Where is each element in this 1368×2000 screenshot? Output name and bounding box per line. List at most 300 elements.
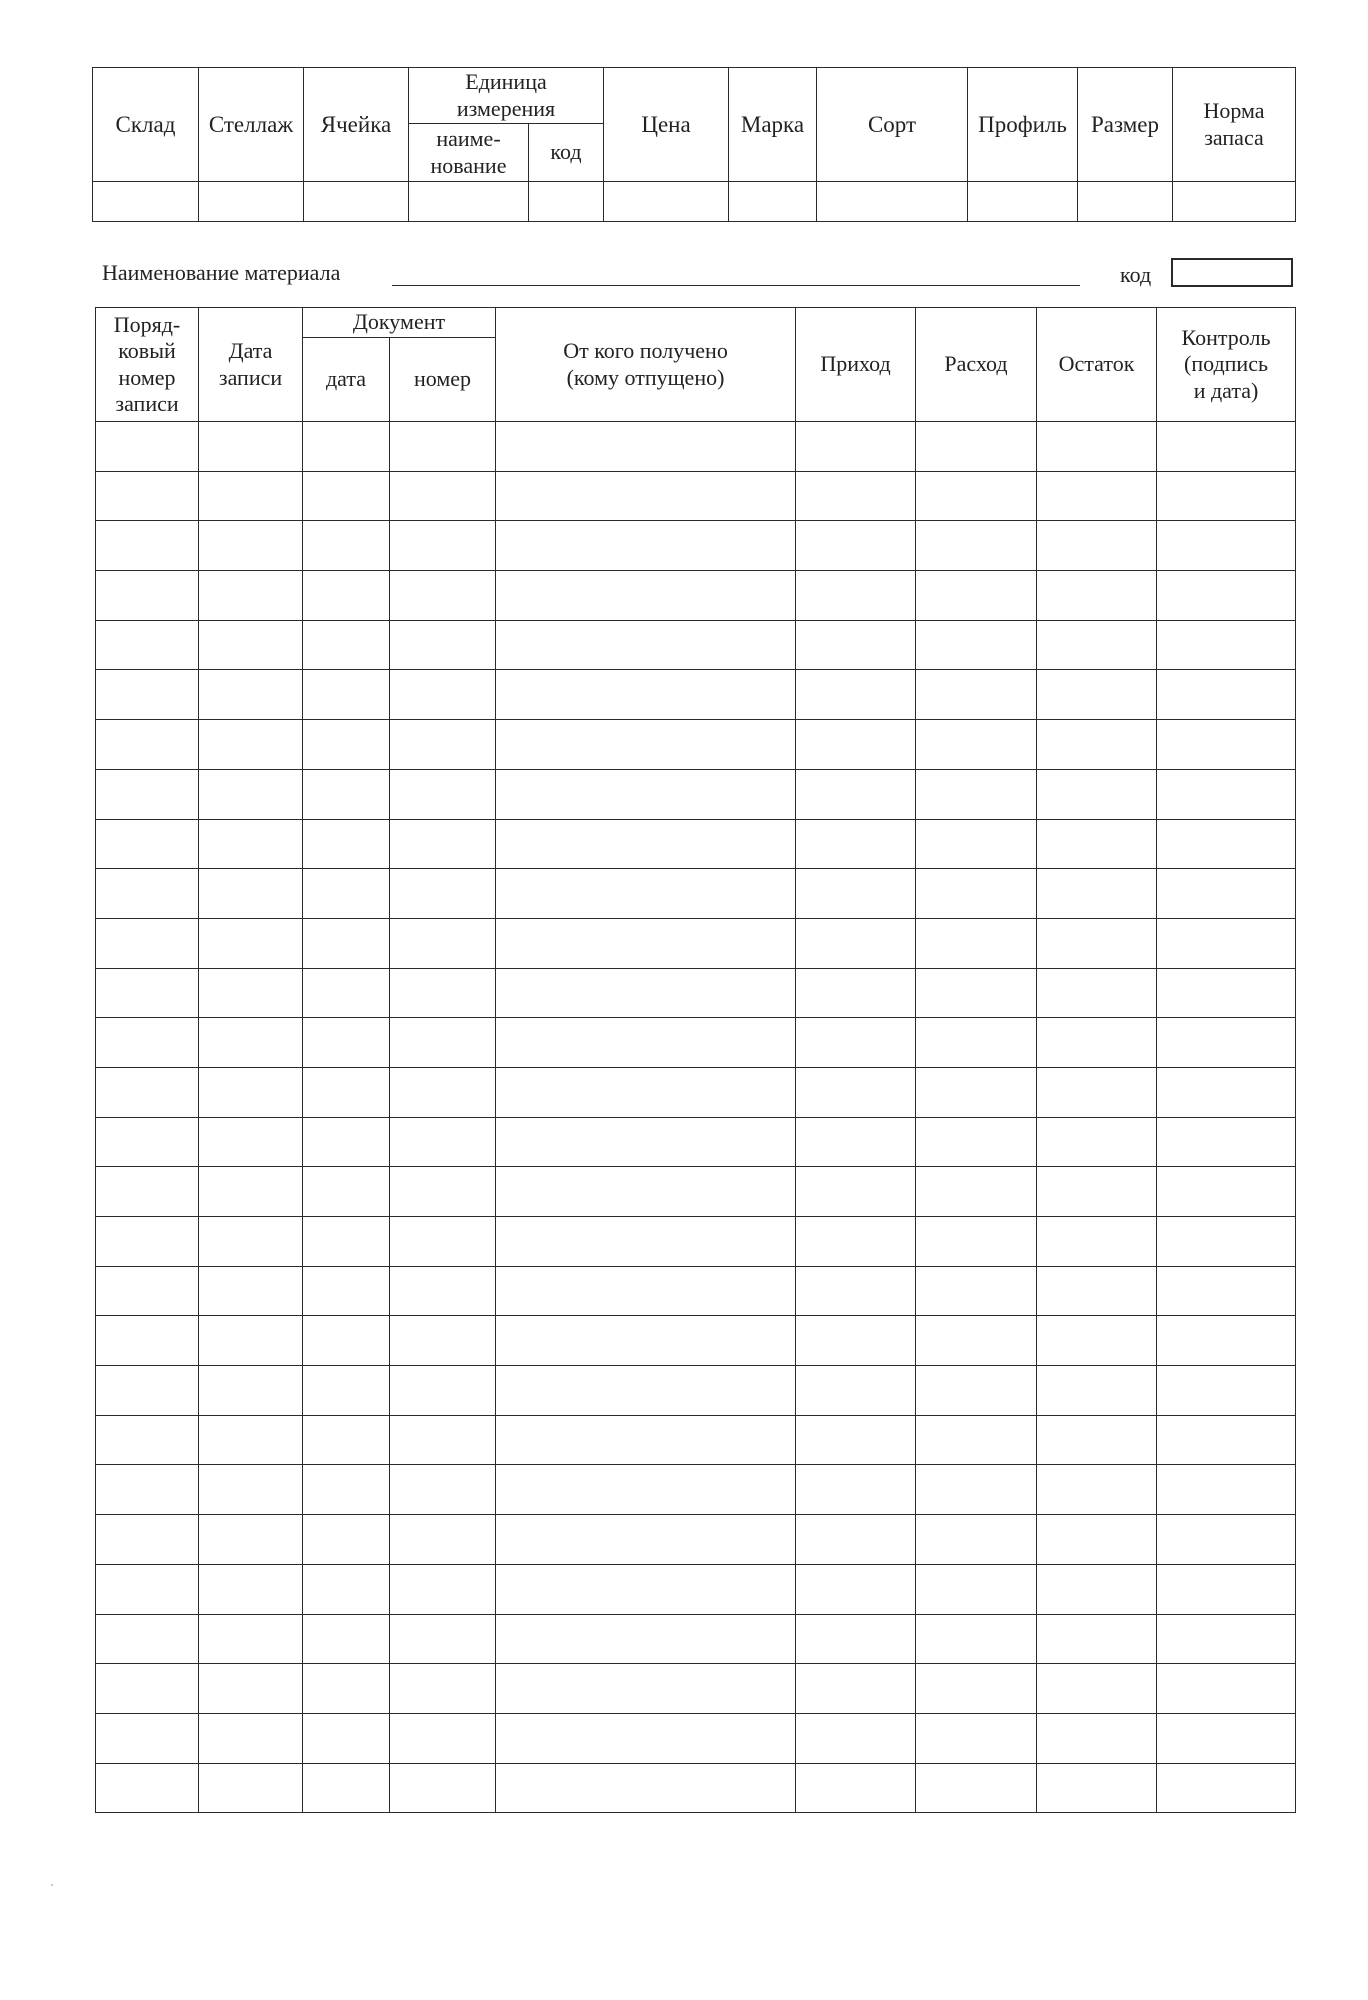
receipt-cell[interactable] xyxy=(796,620,916,670)
header-unit-of-measure xyxy=(409,68,604,124)
seq-number-cell[interactable] xyxy=(96,1018,199,1068)
expense-cell[interactable] xyxy=(916,1067,1037,1117)
doc-number-cell[interactable] xyxy=(390,819,496,869)
from-whom-cell[interactable] xyxy=(496,1366,796,1416)
from-whom-cell[interactable] xyxy=(496,1564,796,1614)
entry-date-cell[interactable] xyxy=(199,769,303,819)
expense-cell[interactable] xyxy=(916,968,1037,1018)
doc-number-cell[interactable] xyxy=(390,620,496,670)
doc-number-cell[interactable] xyxy=(390,471,496,521)
expense-cell[interactable] xyxy=(916,1564,1037,1614)
receipt-cell[interactable] xyxy=(796,1316,916,1366)
expense-cell[interactable] xyxy=(916,471,1037,521)
balance-cell[interactable] xyxy=(1037,1366,1157,1416)
header-balance: Остаток xyxy=(1037,308,1157,422)
material-code-box[interactable] xyxy=(1171,258,1293,287)
from-whom-cell[interactable] xyxy=(496,819,796,869)
ledger-row xyxy=(96,1664,1296,1714)
doc-number-cell[interactable] xyxy=(390,720,496,770)
control-cell[interactable] xyxy=(1157,1167,1296,1217)
control-cell[interactable] xyxy=(1157,1018,1296,1068)
entry-date-cell[interactable] xyxy=(199,918,303,968)
doc-number-cell[interactable] xyxy=(390,422,496,472)
doc-date-cell[interactable] xyxy=(303,1366,390,1416)
seq-number-cell[interactable] xyxy=(96,1366,199,1416)
receipt-cell[interactable] xyxy=(796,1564,916,1614)
receipt-cell[interactable] xyxy=(796,869,916,919)
rack-value-cell[interactable] xyxy=(199,182,304,222)
balance-cell[interactable] xyxy=(1037,968,1157,1018)
from-whom-cell[interactable] xyxy=(496,1515,796,1565)
ledger-body xyxy=(96,422,1296,1813)
expense-cell[interactable] xyxy=(916,769,1037,819)
expense-cell[interactable] xyxy=(916,1465,1037,1515)
doc-date-cell[interactable] xyxy=(303,1614,390,1664)
from-whom-cell[interactable] xyxy=(496,869,796,919)
receipt-cell[interactable] xyxy=(796,1664,916,1714)
entry-date-cell[interactable] xyxy=(199,620,303,670)
unit-name-value-cell[interactable] xyxy=(409,182,529,222)
entry-date-cell[interactable] xyxy=(199,1415,303,1465)
header-document-date: дата xyxy=(303,338,390,422)
unit-name-line-1: наиме- xyxy=(436,126,501,152)
receipt-cell[interactable] xyxy=(796,819,916,869)
from-whom-cell[interactable] xyxy=(496,1266,796,1316)
ledger-row xyxy=(96,1415,1296,1465)
receipt-cell[interactable] xyxy=(796,1713,916,1763)
header-brand: Марка xyxy=(729,68,817,182)
doc-number-cell[interactable] xyxy=(390,1713,496,1763)
entry-date-cell[interactable] xyxy=(199,1763,303,1813)
from-whom-cell[interactable] xyxy=(496,571,796,621)
entry-date-cell[interactable] xyxy=(199,1515,303,1565)
balance-cell[interactable] xyxy=(1037,422,1157,472)
control-cell[interactable] xyxy=(1157,1415,1296,1465)
entry-date-line-1: Дата xyxy=(228,338,273,364)
expense-cell[interactable] xyxy=(916,819,1037,869)
balance-cell[interactable] xyxy=(1037,1217,1157,1267)
expense-cell[interactable] xyxy=(916,1515,1037,1565)
balance-cell[interactable] xyxy=(1037,620,1157,670)
doc-number-cell[interactable] xyxy=(390,1465,496,1515)
stock-ledger-table xyxy=(95,307,1296,1813)
entry-date-cell[interactable] xyxy=(199,1167,303,1217)
header-price: Цена xyxy=(604,68,729,182)
balance-cell[interactable] xyxy=(1037,1664,1157,1714)
balance-cell[interactable] xyxy=(1037,1713,1157,1763)
ledger-row xyxy=(96,819,1296,869)
ledger-row xyxy=(96,1564,1296,1614)
seq-line-3: номер xyxy=(118,364,176,390)
brand-value-cell[interactable] xyxy=(729,182,817,222)
control-cell[interactable] xyxy=(1157,422,1296,472)
seq-number-cell[interactable] xyxy=(96,1713,199,1763)
ledger-row xyxy=(96,1465,1296,1515)
from-whom-cell[interactable] xyxy=(496,1117,796,1167)
control-cell[interactable] xyxy=(1157,1564,1296,1614)
doc-number-cell[interactable] xyxy=(390,521,496,571)
doc-date-cell[interactable] xyxy=(303,1067,390,1117)
doc-date-cell[interactable] xyxy=(303,1266,390,1316)
seq-line-2: ковый xyxy=(118,338,176,364)
material-name-field[interactable] xyxy=(392,285,1080,286)
doc-number-cell[interactable] xyxy=(390,1217,496,1267)
doc-date-cell[interactable] xyxy=(303,1018,390,1068)
receipt-cell[interactable] xyxy=(796,1465,916,1515)
doc-number-cell[interactable] xyxy=(390,1167,496,1217)
ledger-row xyxy=(96,869,1296,919)
balance-cell[interactable] xyxy=(1037,1266,1157,1316)
balance-cell[interactable] xyxy=(1037,1564,1157,1614)
from-whom-cell[interactable] xyxy=(496,1664,796,1714)
expense-cell[interactable] xyxy=(916,720,1037,770)
seq-number-cell[interactable] xyxy=(96,1067,199,1117)
stock-norm-line-1: Норма xyxy=(1203,98,1265,124)
seq-number-cell[interactable] xyxy=(96,422,199,472)
seq-number-cell[interactable] xyxy=(96,819,199,869)
doc-date-cell[interactable] xyxy=(303,1763,390,1813)
doc-date-cell[interactable] xyxy=(303,571,390,621)
receipt-cell[interactable] xyxy=(796,968,916,1018)
seq-number-cell[interactable] xyxy=(96,571,199,621)
material-name-label: Наименование материала xyxy=(102,260,341,285)
header-from-whom xyxy=(496,308,796,422)
receipt-cell[interactable] xyxy=(796,521,916,571)
control-cell[interactable] xyxy=(1157,1664,1296,1714)
from-whom-cell[interactable] xyxy=(496,422,796,472)
entry-date-cell[interactable] xyxy=(199,1664,303,1714)
control-cell[interactable] xyxy=(1157,1117,1296,1167)
doc-date-cell[interactable] xyxy=(303,819,390,869)
control-cell[interactable] xyxy=(1157,521,1296,571)
receipt-cell[interactable] xyxy=(796,1167,916,1217)
balance-cell[interactable] xyxy=(1037,720,1157,770)
control-cell[interactable] xyxy=(1157,869,1296,919)
seq-number-cell[interactable] xyxy=(96,620,199,670)
doc-date-cell[interactable] xyxy=(303,1167,390,1217)
unit-code-value-cell[interactable] xyxy=(529,182,604,222)
doc-number-cell[interactable] xyxy=(390,670,496,720)
balance-cell[interactable] xyxy=(1037,1614,1157,1664)
receipt-cell[interactable] xyxy=(796,471,916,521)
expense-cell[interactable] xyxy=(916,1266,1037,1316)
balance-cell[interactable] xyxy=(1037,571,1157,621)
seq-number-cell[interactable] xyxy=(96,1167,199,1217)
doc-date-cell[interactable] xyxy=(303,1713,390,1763)
expense-cell[interactable] xyxy=(916,1316,1037,1366)
control-cell[interactable] xyxy=(1157,968,1296,1018)
control-cell[interactable] xyxy=(1157,1515,1296,1565)
entry-date-cell[interactable] xyxy=(199,1366,303,1416)
entry-date-cell[interactable] xyxy=(199,1316,303,1366)
doc-number-cell[interactable] xyxy=(390,1515,496,1565)
doc-number-cell[interactable] xyxy=(390,1018,496,1068)
unit-name-line-2: нование xyxy=(430,152,507,178)
expense-cell[interactable] xyxy=(916,571,1037,621)
control-cell[interactable] xyxy=(1157,819,1296,869)
control-cell[interactable] xyxy=(1157,1763,1296,1813)
from-whom-cell[interactable] xyxy=(496,1167,796,1217)
stock-norm-value-cell[interactable] xyxy=(1173,182,1296,222)
price-value-cell[interactable] xyxy=(604,182,729,222)
doc-number-cell[interactable] xyxy=(390,1067,496,1117)
control-cell[interactable] xyxy=(1157,1266,1296,1316)
from-whom-cell[interactable] xyxy=(496,1018,796,1068)
entry-date-cell[interactable] xyxy=(199,521,303,571)
seq-number-cell[interactable] xyxy=(96,968,199,1018)
expense-cell[interactable] xyxy=(916,670,1037,720)
control-cell[interactable] xyxy=(1157,1366,1296,1416)
doc-date-cell[interactable] xyxy=(303,1515,390,1565)
seq-number-cell[interactable] xyxy=(96,918,199,968)
doc-date-cell[interactable] xyxy=(303,1217,390,1267)
from-whom-cell[interactable] xyxy=(496,1415,796,1465)
receipt-cell[interactable] xyxy=(796,1266,916,1316)
ledger-row xyxy=(96,1713,1296,1763)
expense-cell[interactable] xyxy=(916,1117,1037,1167)
entry-date-cell[interactable] xyxy=(199,819,303,869)
control-cell[interactable] xyxy=(1157,1316,1296,1366)
control-line-3: и дата) xyxy=(1193,377,1259,403)
seq-number-cell[interactable] xyxy=(96,720,199,770)
profile-value-cell[interactable] xyxy=(968,182,1078,222)
seq-number-cell[interactable] xyxy=(96,769,199,819)
doc-date-cell[interactable] xyxy=(303,471,390,521)
expense-cell[interactable] xyxy=(916,869,1037,919)
balance-cell[interactable] xyxy=(1037,819,1157,869)
entry-date-cell[interactable] xyxy=(199,670,303,720)
doc-number-cell[interactable] xyxy=(390,968,496,1018)
from-whom-cell[interactable] xyxy=(496,521,796,571)
entry-date-cell[interactable] xyxy=(199,1217,303,1267)
from-whom-line-2: (кому отпущено) xyxy=(566,364,725,390)
entry-date-cell[interactable] xyxy=(199,1117,303,1167)
stock-card-header-table xyxy=(92,67,1296,222)
seq-number-cell[interactable] xyxy=(96,1266,199,1316)
doc-date-cell[interactable] xyxy=(303,422,390,472)
doc-date-cell[interactable] xyxy=(303,769,390,819)
ledger-row xyxy=(96,521,1296,571)
receipt-cell[interactable] xyxy=(796,1366,916,1416)
doc-date-cell[interactable] xyxy=(303,620,390,670)
control-cell[interactable] xyxy=(1157,471,1296,521)
receipt-cell[interactable] xyxy=(796,1614,916,1664)
balance-cell[interactable] xyxy=(1037,521,1157,571)
header-receipt: Приход xyxy=(796,308,916,422)
control-cell[interactable] xyxy=(1157,571,1296,621)
balance-cell[interactable] xyxy=(1037,670,1157,720)
doc-date-cell[interactable] xyxy=(303,918,390,968)
seq-number-cell[interactable] xyxy=(96,1614,199,1664)
doc-date-cell[interactable] xyxy=(303,1564,390,1614)
doc-number-cell[interactable] xyxy=(390,1266,496,1316)
receipt-cell[interactable] xyxy=(796,670,916,720)
doc-date-cell[interactable] xyxy=(303,1465,390,1515)
receipt-cell[interactable] xyxy=(796,769,916,819)
from-whom-cell[interactable] xyxy=(496,1316,796,1366)
doc-number-cell[interactable] xyxy=(390,769,496,819)
control-cell[interactable] xyxy=(1157,1067,1296,1117)
from-whom-cell[interactable] xyxy=(496,670,796,720)
from-whom-cell[interactable] xyxy=(496,1614,796,1664)
entry-date-cell[interactable] xyxy=(199,471,303,521)
cell-value-cell[interactable] xyxy=(304,182,409,222)
doc-number-cell[interactable] xyxy=(390,1614,496,1664)
doc-date-cell[interactable] xyxy=(303,1415,390,1465)
entry-date-cell[interactable] xyxy=(199,968,303,1018)
expense-cell[interactable] xyxy=(916,1167,1037,1217)
seq-number-cell[interactable] xyxy=(96,471,199,521)
doc-date-cell[interactable] xyxy=(303,968,390,1018)
seq-number-cell[interactable] xyxy=(96,1763,199,1813)
doc-number-cell[interactable] xyxy=(390,918,496,968)
expense-cell[interactable] xyxy=(916,1664,1037,1714)
entry-date-cell[interactable] xyxy=(199,869,303,919)
expense-cell[interactable] xyxy=(916,521,1037,571)
receipt-cell[interactable] xyxy=(796,1217,916,1267)
control-cell[interactable] xyxy=(1157,1614,1296,1664)
control-cell[interactable] xyxy=(1157,720,1296,770)
receipt-cell[interactable] xyxy=(796,1415,916,1465)
expense-cell[interactable] xyxy=(916,1415,1037,1465)
control-cell[interactable] xyxy=(1157,670,1296,720)
warehouse-value-cell[interactable] xyxy=(93,182,199,222)
control-cell[interactable] xyxy=(1157,620,1296,670)
doc-date-cell[interactable] xyxy=(303,1664,390,1714)
expense-cell[interactable] xyxy=(916,918,1037,968)
seq-number-cell[interactable] xyxy=(96,1465,199,1515)
doc-number-cell[interactable] xyxy=(390,1763,496,1813)
from-whom-line-1: От кого получено xyxy=(563,338,728,364)
from-whom-cell[interactable] xyxy=(496,918,796,968)
balance-cell[interactable] xyxy=(1037,1167,1157,1217)
from-whom-cell[interactable] xyxy=(496,968,796,1018)
seq-number-cell[interactable] xyxy=(96,521,199,571)
balance-cell[interactable] xyxy=(1037,1763,1157,1813)
balance-cell[interactable] xyxy=(1037,1316,1157,1366)
entry-date-cell[interactable] xyxy=(199,1564,303,1614)
doc-number-cell[interactable] xyxy=(390,1117,496,1167)
balance-cell[interactable] xyxy=(1037,1415,1157,1465)
doc-number-cell[interactable] xyxy=(390,1415,496,1465)
balance-cell[interactable] xyxy=(1037,1117,1157,1167)
expense-cell[interactable] xyxy=(916,1366,1037,1416)
receipt-cell[interactable] xyxy=(796,422,916,472)
control-cell[interactable] xyxy=(1157,769,1296,819)
header-warehouse: Склад xyxy=(93,68,199,182)
doc-number-cell[interactable] xyxy=(390,1664,496,1714)
balance-cell[interactable] xyxy=(1037,1515,1157,1565)
from-whom-cell[interactable] xyxy=(496,1217,796,1267)
receipt-cell[interactable] xyxy=(796,571,916,621)
receipt-cell[interactable] xyxy=(796,1067,916,1117)
doc-number-cell[interactable] xyxy=(390,571,496,621)
doc-date-cell[interactable] xyxy=(303,670,390,720)
receipt-cell[interactable] xyxy=(796,918,916,968)
unit-line-2: измерения xyxy=(456,95,556,121)
doc-number-cell[interactable] xyxy=(390,1316,496,1366)
seq-number-cell[interactable] xyxy=(96,1564,199,1614)
expense-cell[interactable] xyxy=(916,1763,1037,1813)
receipt-cell[interactable] xyxy=(796,720,916,770)
seq-number-cell[interactable] xyxy=(96,1316,199,1366)
entry-date-cell[interactable] xyxy=(199,1067,303,1117)
entry-date-cell[interactable] xyxy=(199,1713,303,1763)
seq-number-cell[interactable] xyxy=(96,1217,199,1267)
control-cell[interactable] xyxy=(1157,1465,1296,1515)
doc-date-cell[interactable] xyxy=(303,1316,390,1366)
seq-number-cell[interactable] xyxy=(96,1415,199,1465)
expense-cell[interactable] xyxy=(916,422,1037,472)
from-whom-cell[interactable] xyxy=(496,471,796,521)
doc-date-cell[interactable] xyxy=(303,720,390,770)
from-whom-cell[interactable] xyxy=(496,620,796,670)
receipt-cell[interactable] xyxy=(796,1515,916,1565)
entry-date-cell[interactable] xyxy=(199,1614,303,1664)
expense-cell[interactable] xyxy=(916,1018,1037,1068)
doc-date-cell[interactable] xyxy=(303,1117,390,1167)
from-whom-cell[interactable] xyxy=(496,720,796,770)
seq-number-cell[interactable] xyxy=(96,1117,199,1167)
from-whom-cell[interactable] xyxy=(496,1763,796,1813)
seq-number-cell[interactable] xyxy=(96,869,199,919)
entry-date-cell[interactable] xyxy=(199,1266,303,1316)
doc-date-cell[interactable] xyxy=(303,521,390,571)
balance-cell[interactable] xyxy=(1037,769,1157,819)
entry-date-cell[interactable] xyxy=(199,720,303,770)
header-stock-norm xyxy=(1173,68,1296,182)
doc-number-cell[interactable] xyxy=(390,1366,496,1416)
balance-cell[interactable] xyxy=(1037,1465,1157,1515)
balance-cell[interactable] xyxy=(1037,1018,1157,1068)
seq-number-cell[interactable] xyxy=(96,670,199,720)
balance-cell[interactable] xyxy=(1037,471,1157,521)
balance-cell[interactable] xyxy=(1037,869,1157,919)
grade-value-cell[interactable] xyxy=(817,182,968,222)
receipt-cell[interactable] xyxy=(796,1018,916,1068)
from-whom-cell[interactable] xyxy=(496,1067,796,1117)
receipt-cell[interactable] xyxy=(796,1117,916,1167)
control-cell[interactable] xyxy=(1157,1217,1296,1267)
expense-cell[interactable] xyxy=(916,620,1037,670)
expense-cell[interactable] xyxy=(916,1614,1037,1664)
ledger-row xyxy=(96,471,1296,521)
receipt-cell[interactable] xyxy=(796,1763,916,1813)
doc-number-cell[interactable] xyxy=(390,869,496,919)
entry-date-cell[interactable] xyxy=(199,571,303,621)
expense-cell[interactable] xyxy=(916,1713,1037,1763)
expense-cell[interactable] xyxy=(916,1217,1037,1267)
control-cell[interactable] xyxy=(1157,1713,1296,1763)
size-value-cell[interactable] xyxy=(1078,182,1173,222)
control-cell[interactable] xyxy=(1157,918,1296,968)
ledger-row xyxy=(96,1067,1296,1117)
entry-date-cell[interactable] xyxy=(199,1465,303,1515)
seq-number-cell[interactable] xyxy=(96,1515,199,1565)
from-whom-cell[interactable] xyxy=(496,769,796,819)
seq-number-cell[interactable] xyxy=(96,1664,199,1714)
balance-cell[interactable] xyxy=(1037,918,1157,968)
entry-date-line-2: записи xyxy=(218,364,283,390)
from-whom-cell[interactable] xyxy=(496,1465,796,1515)
entry-date-cell[interactable] xyxy=(199,1018,303,1068)
from-whom-cell[interactable] xyxy=(496,1713,796,1763)
doc-number-cell[interactable] xyxy=(390,1564,496,1614)
doc-date-cell[interactable] xyxy=(303,869,390,919)
entry-date-cell[interactable] xyxy=(199,422,303,472)
balance-cell[interactable] xyxy=(1037,1067,1157,1117)
header-rack: Стеллаж xyxy=(199,68,304,182)
